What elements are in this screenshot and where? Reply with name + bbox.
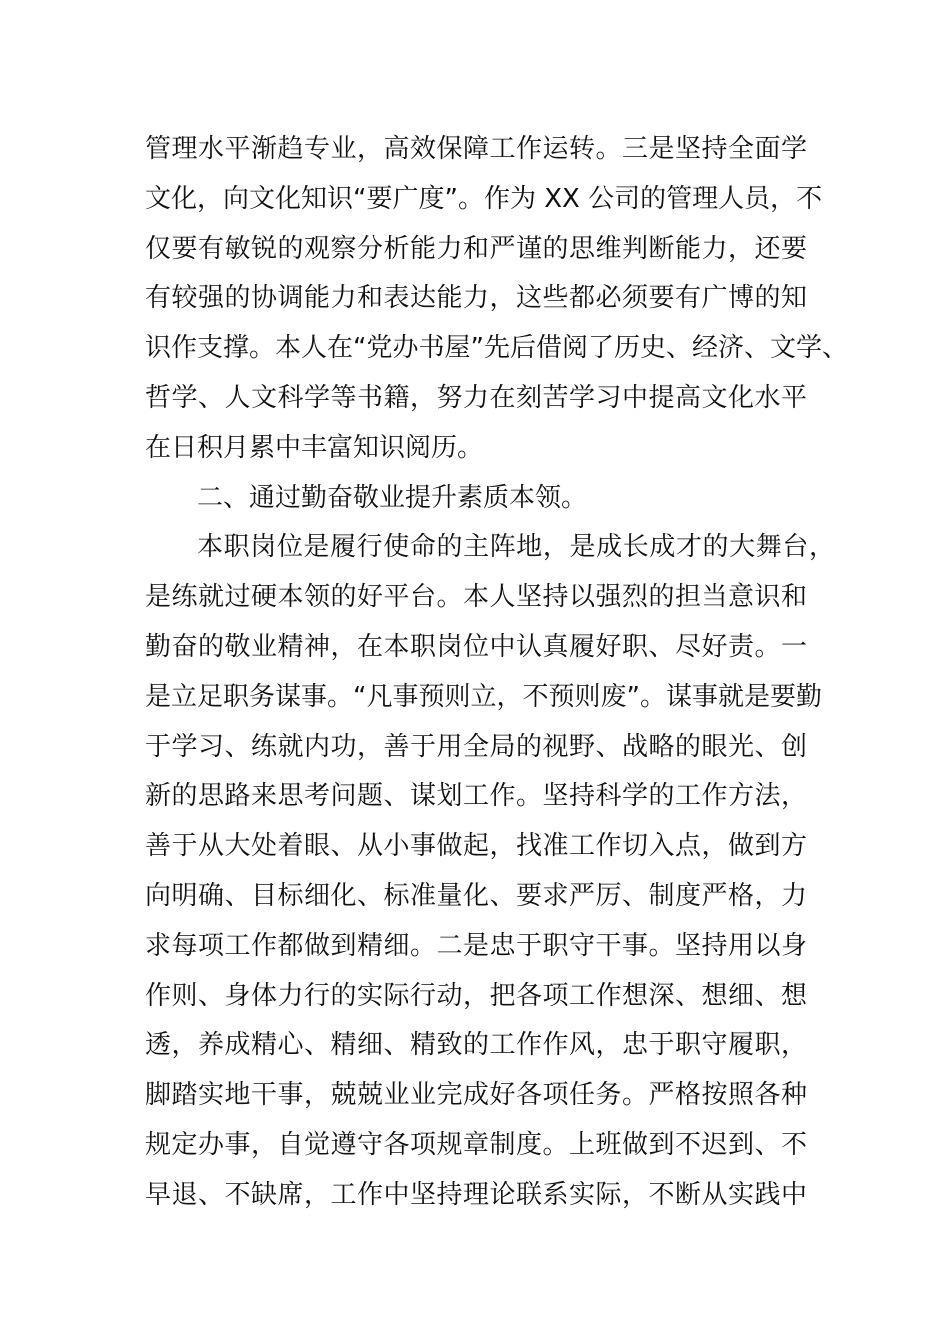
text-line: 文化，向文化知识“要广度”。作为 XX 公司的管理人员，不 — [145, 183, 823, 214]
text-line: 在日积月累中丰富知识阅历。 — [145, 432, 484, 463]
document-page — [145, 125, 848, 1221]
text-line: 规定办事，自觉遵守各项规章制度。上班做到不迟到、不 — [145, 1129, 807, 1160]
text-line: 哲学、人文科学等书籍，努力在刻苦学习中提高文化水平 — [145, 382, 807, 413]
text-line: 脚踏实地干事，兢兢业业完成好各项任务。严格按照各种 — [145, 1080, 807, 1111]
text-line: 识作支撑。本人在“党办书屋”先后借阅了历史、经济、文学、 — [145, 333, 848, 364]
text-line: 善于从大处着眼、从小事做起，找准工作切入点，做到方 — [145, 831, 807, 862]
text-line: 本职岗位是履行使命的主阵地，是成长成才的大舞台， — [197, 532, 835, 563]
section-heading: 二、通过勤奋敬业提升素质本领。 — [197, 482, 588, 513]
text-line: 仅要有敏锐的观察分析能力和严谨的思维判断能力，还要 — [145, 233, 807, 264]
text-line: 勤奋的敬业精神，在本职岗位中认真履好职、尽好责。一 — [145, 631, 807, 662]
text-line: 求每项工作都做到精细。二是忠于职守干事。坚持用以身 — [145, 930, 807, 961]
text-line: 管理水平渐趋专业，高效保障工作运转。三是坚持全面学 — [145, 134, 807, 164]
text-line: 向明确、目标细化、标准量化、要求严厉、制度严格，力 — [145, 880, 807, 911]
text-line: 早退、不缺席，工作中坚持理论联系实际，不断从实践中 — [145, 1179, 807, 1210]
text-line: 新的思路来思考问题、谋划工作。坚持科学的工作方法， — [145, 781, 807, 812]
text-line: 有较强的协调能力和表达能力，这些都必须要有广博的知 — [145, 283, 807, 314]
text-line: 是立足职务谋事。“凡事预则立，不预则废”。谋事就是要勤 — [145, 681, 822, 712]
text-line: 是练就过硬本领的好平台。本人坚持以强烈的担当意识和 — [145, 582, 807, 613]
text-line: 作则、身体力行的实际行动，把各项工作想深、想细、想 — [145, 980, 807, 1011]
text-line: 于学习、练就内功，善于用全局的视野、战略的眼光、创 — [145, 731, 807, 762]
text-line: 透，养成精心、精细、精致的工作作风，忠于职守履职， — [145, 1030, 807, 1061]
